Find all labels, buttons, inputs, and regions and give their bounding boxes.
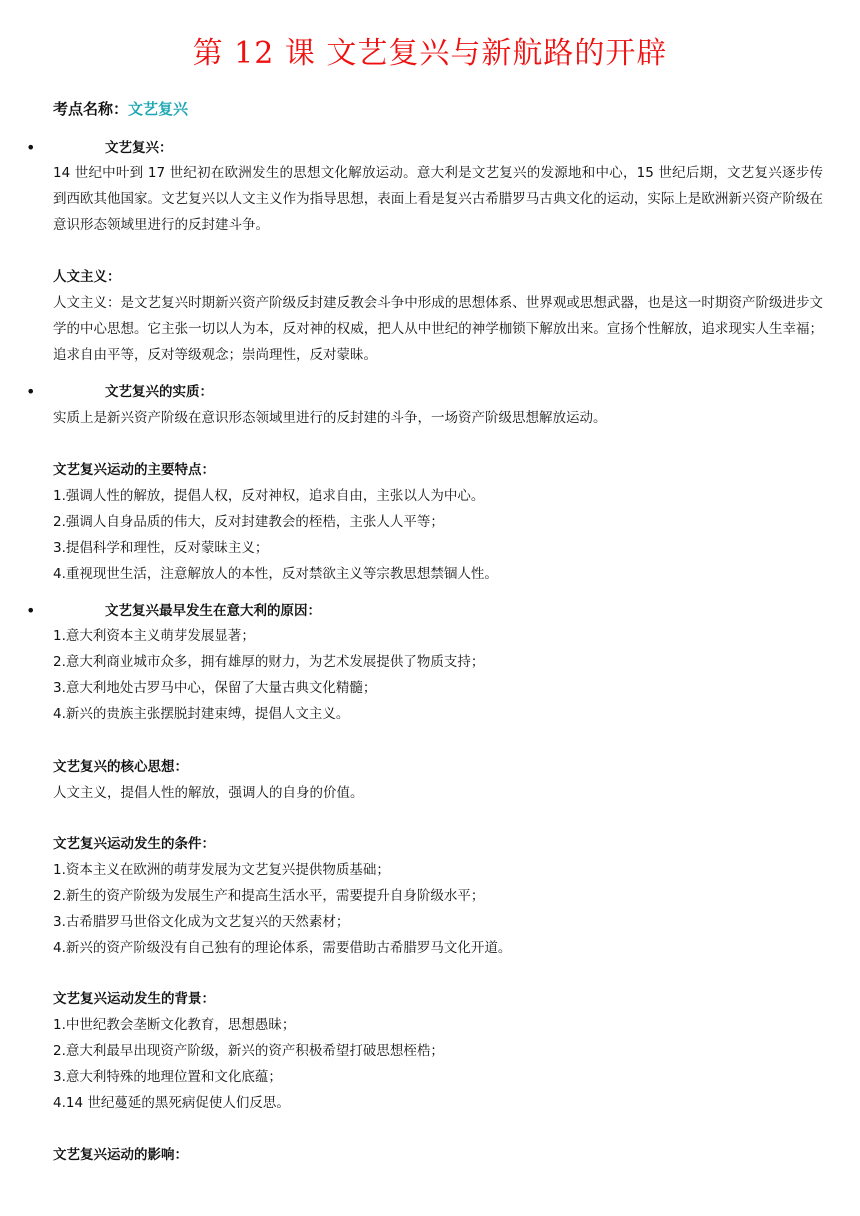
list-item: 3.意大利特殊的地理位置和文化底蕴；: [53, 1069, 282, 1085]
list-item: 3.提倡科学和理性，反对蒙昧主义；: [53, 540, 269, 556]
section-heading-essence: 文艺复兴的实质：: [105, 384, 213, 400]
list-item: 1.强调人性的解放，提倡人权，反对神权，追求自由，主张以人为中心。: [53, 488, 485, 504]
bullet-icon: •: [26, 138, 36, 157]
section-heading-conditions: 文艺复兴运动发生的条件：: [53, 836, 215, 852]
list-item: 3.意大利地处古罗马中心，保留了大量古典文化精髓；: [53, 680, 377, 696]
topic-label-prefix: 考点名称：: [53, 100, 129, 118]
section-text-humanism: 人文主义：是文艺复兴时期新兴资产阶级反封建反教会斗争中形成的思想体系、世界观或思想武器，也是这一时期资产阶级进步文学的中心思想。它主张一切以人为本，反对神的权威，把人从中世纪的神学枷锁下解放出来。宣扬个性解放，追求现实人生幸福；追求自由平等，反对等级观念；崇尚理性，反对蒙昧。: [53, 295, 823, 363]
list-item: 1.中世纪教会垄断文化教育，思想愚昧；: [53, 1017, 296, 1033]
list-item: 2.新生的资产阶级为发展生产和提高生活水平，需要提升自身阶级水平；: [53, 888, 485, 904]
list-item: 4.新兴的贵族主张摆脱封建束缚，提倡人文主义。: [53, 706, 350, 722]
list-item: 4.新兴的资产阶级没有自己独有的理论体系，需要借助古希腊罗马文化开道。: [53, 940, 512, 956]
section-heading-core-idea: 文艺复兴的核心思想：: [53, 759, 188, 775]
section-heading-background: 文艺复兴运动发生的背景：: [53, 991, 215, 1007]
bullet-icon: •: [26, 601, 36, 620]
list-item: 2.强调人自身品质的伟大，反对封建教会的桎梏，主张人人平等；: [53, 514, 444, 530]
section-heading-humanism: 人文主义：: [53, 269, 121, 285]
list-item: 3.古希腊罗马世俗文化成为文艺复兴的天然素材；: [53, 914, 350, 930]
list-item: 1.资本主义在欧洲的萌芽发展为文艺复兴提供物质基础；: [53, 862, 390, 878]
bullet-icon: •: [26, 382, 36, 401]
section-text-renaissance: 14 世纪中叶到 17 世纪初在欧洲发生的思想文化解放运动。意大利是文艺复兴的发源地和中心，15 世纪后期，文艺复兴逐步传到西欧其他国家。文艺复兴以人文主义作为指导思想，表面上看是复兴古希腊罗马古典文化的运动，实际上是欧洲新兴资产阶级在意识形态领域里进行的反封建斗争。: [53, 165, 823, 233]
list-item: 1.意大利资本主义萌芽发展显著；: [53, 628, 255, 644]
section-heading-influence: 文艺复兴运动的影响：: [53, 1147, 188, 1163]
list-item: 4.14 世纪蔓延的黑死病促使人们反思。: [53, 1095, 290, 1111]
section-text-essence: 实质上是新兴资产阶级在意识形态领域里进行的反封建的斗争，一场资产阶级思想解放运动。: [53, 410, 607, 426]
section-heading-italy-reasons: 文艺复兴最早发生在意大利的原因：: [105, 603, 321, 619]
section-heading-features: 文艺复兴运动的主要特点：: [53, 462, 215, 478]
section-text-core-idea: 人文主义，提倡人性的解放，强调人的自身的价值。: [53, 785, 364, 801]
page-title: 第 12 课 文艺复兴与新航路的开辟: [192, 36, 668, 71]
list-item: 4.重视现世生活，注意解放人的本性，反对禁欲主义等宗教思想禁锢人性。: [53, 566, 498, 582]
list-item: 2.意大利最早出现资产阶级，新兴的资产积极希望打破思想桎梏；: [53, 1043, 444, 1059]
topic-name: 文艺复兴: [128, 100, 189, 118]
section-heading-renaissance: 文艺复兴：: [105, 140, 173, 156]
list-item: 2.意大利商业城市众多，拥有雄厚的财力，为艺术发展提供了物质支持；: [53, 654, 485, 670]
topic-label: [53, 97, 188, 121]
